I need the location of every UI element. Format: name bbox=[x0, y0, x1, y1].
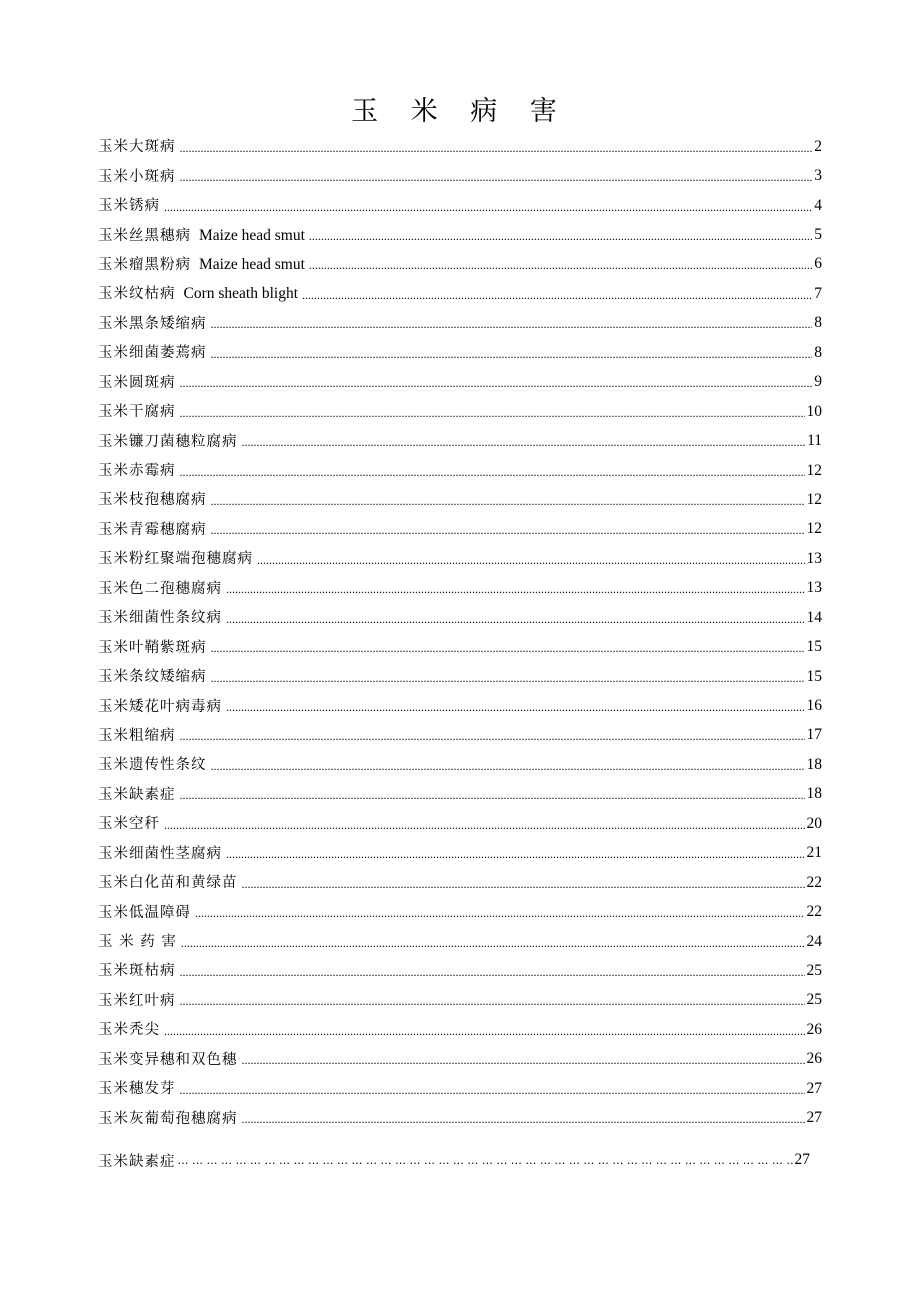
toc-entry[interactable] bbox=[98, 868, 822, 897]
toc-entry-leader bbox=[211, 490, 805, 510]
toc-entry-label bbox=[98, 754, 207, 775]
toc-entry-title: 玉米小斑病 bbox=[98, 168, 176, 185]
toc-entry[interactable] bbox=[98, 1045, 822, 1074]
toc-entry-page: 12 bbox=[806, 461, 822, 479]
toc-entry-leader bbox=[211, 637, 805, 657]
toc-entry-page: 3 bbox=[814, 167, 822, 185]
toc-entry-page: 24 bbox=[806, 932, 822, 950]
toc-entry-label bbox=[98, 548, 253, 569]
toc-entry-leader bbox=[226, 578, 805, 598]
toc-entry-title: 玉米青霉穗腐病 bbox=[98, 521, 207, 538]
toc-entry-title: 玉米叶鞘紫斑病 bbox=[98, 639, 207, 656]
toc-entry[interactable] bbox=[98, 721, 822, 750]
toc-entry-page: 8 bbox=[814, 314, 822, 332]
toc-entry-title: 玉 米 药 害 bbox=[98, 934, 177, 951]
toc-entry-leader bbox=[211, 343, 813, 363]
toc-entry-page: 13 bbox=[806, 579, 822, 597]
toc-entry-leader bbox=[211, 313, 813, 333]
toc-entry-title: 玉米色二孢穗腐病 bbox=[98, 580, 222, 597]
toc-entry-page: 25 bbox=[806, 991, 822, 1009]
toc-entry-label bbox=[98, 283, 298, 304]
toc-entry[interactable] bbox=[98, 161, 822, 190]
toc-entry-leader bbox=[164, 814, 805, 834]
toc-entry-page: 18 bbox=[806, 755, 822, 773]
toc-entry-page: 27 bbox=[806, 1109, 822, 1127]
toc-entry-page: 17 bbox=[806, 726, 822, 744]
toc-entry-page: 26 bbox=[806, 1050, 822, 1068]
toc-entry[interactable] bbox=[98, 662, 822, 691]
toc-extra-entry-label: 玉米缺素症 bbox=[98, 1153, 176, 1170]
toc-entry-leader bbox=[211, 667, 805, 687]
toc-entry-title: 玉米斑枯病 bbox=[98, 963, 176, 980]
toc-entry-leader bbox=[242, 431, 806, 451]
toc-entry-page: 14 bbox=[806, 608, 822, 626]
toc-entry-leader bbox=[180, 461, 805, 481]
toc-entry-title: 玉米瘤黑粉病 bbox=[98, 256, 191, 273]
toc-entry[interactable] bbox=[98, 1103, 822, 1132]
toc-entry[interactable] bbox=[98, 309, 822, 338]
toc-entry-title: 玉米纹枯病 bbox=[98, 286, 176, 303]
toc-entry-page: 15 bbox=[806, 667, 822, 685]
toc-entry-page: 15 bbox=[806, 638, 822, 656]
toc-entry-page: 2 bbox=[814, 137, 822, 155]
toc-entry-title: 玉米枝孢穗腐病 bbox=[98, 492, 207, 509]
toc-entry-leader bbox=[180, 402, 805, 422]
toc-entry-label bbox=[98, 666, 207, 687]
toc-entry-label bbox=[98, 607, 222, 628]
toc-entry-label bbox=[98, 519, 207, 540]
toc-entry-title: 玉米灰葡萄孢穗腐病 bbox=[98, 1110, 238, 1127]
toc-entry[interactable] bbox=[98, 132, 822, 161]
toc-entry-leader bbox=[195, 902, 805, 922]
toc-entry[interactable] bbox=[98, 368, 822, 397]
toc-entry-leader bbox=[180, 990, 805, 1010]
toc-entry-english-title: Maize head smut bbox=[199, 226, 305, 244]
toc-entry[interactable] bbox=[98, 780, 822, 809]
toc-entry-title: 玉米锈病 bbox=[98, 198, 160, 215]
toc-entry-page: 9 bbox=[814, 373, 822, 391]
toc-entry[interactable] bbox=[98, 279, 822, 308]
toc-entry-leader bbox=[211, 519, 805, 539]
toc-entry-leader bbox=[226, 696, 805, 716]
toc-entry-page: 22 bbox=[806, 873, 822, 891]
toc-entry-title: 玉米细菌性茎腐病 bbox=[98, 845, 222, 862]
page-title: 玉 米 病 害 bbox=[351, 96, 569, 127]
toc-entry[interactable] bbox=[98, 574, 822, 603]
toc-entry-leader bbox=[180, 784, 805, 804]
toc-entry-title: 玉米条纹矮缩病 bbox=[98, 669, 207, 686]
toc-entry-title: 玉米细菌萎蔫病 bbox=[98, 345, 207, 362]
toc-entry-title: 玉米细菌性条纹病 bbox=[98, 610, 222, 627]
toc-entry-leader bbox=[226, 843, 805, 863]
toc-entry-page: 8 bbox=[814, 343, 822, 361]
toc-entry-leader bbox=[309, 254, 812, 274]
toc-entry-leader bbox=[226, 608, 805, 628]
toc-entry-label bbox=[98, 313, 207, 334]
toc-entry-title: 玉米镰刀菌穗粒腐病 bbox=[98, 433, 238, 450]
toc-entry-leader bbox=[242, 1049, 805, 1069]
toc-entry-leader bbox=[180, 1079, 805, 1099]
toc-entry-page: 13 bbox=[806, 549, 822, 567]
toc-entry-leader bbox=[180, 961, 805, 981]
toc-entry-english-title: Corn sheath blight bbox=[183, 285, 299, 303]
toc-entry-leader bbox=[180, 166, 813, 186]
toc-entry-page: 26 bbox=[806, 1020, 822, 1038]
toc-entry-title: 玉米赤霉病 bbox=[98, 463, 176, 480]
toc-entry-leader bbox=[309, 225, 812, 245]
toc-entry-leader bbox=[257, 549, 805, 569]
toc-entry-page: 5 bbox=[814, 226, 822, 244]
toc-entry-title: 玉米变异穗和双色穗 bbox=[98, 1051, 238, 1068]
toc-entry-title: 玉米粉红聚端孢穗腐病 bbox=[98, 551, 253, 568]
toc-entry-label bbox=[98, 960, 176, 981]
toc-entry-label bbox=[98, 1108, 238, 1129]
toc-entry-page: 12 bbox=[806, 520, 822, 538]
toc-entry-title: 玉米黑条矮缩病 bbox=[98, 315, 207, 332]
toc-entry-label bbox=[98, 254, 305, 275]
toc-entry-label bbox=[98, 813, 160, 834]
toc-entry[interactable] bbox=[98, 456, 822, 485]
toc-entry-label bbox=[98, 372, 176, 393]
toc-entry[interactable] bbox=[98, 397, 822, 426]
toc-entry-label bbox=[98, 872, 238, 893]
toc-entry-title: 玉米圆斑病 bbox=[98, 374, 176, 391]
toc-entry-title: 玉米粗缩病 bbox=[98, 727, 176, 744]
toc-entry-title: 玉米低温障碍 bbox=[98, 904, 191, 921]
toc-entry[interactable] bbox=[98, 338, 822, 367]
toc-entry-label bbox=[98, 1078, 176, 1099]
toc-entry[interactable] bbox=[98, 603, 822, 632]
toc-entry-title: 玉米白化苗和黄绿苗 bbox=[98, 875, 238, 892]
toc-entry-leader bbox=[180, 725, 805, 745]
toc-entry-leader bbox=[302, 284, 812, 304]
toc-entry[interactable] bbox=[98, 956, 822, 985]
toc-entry-title: 玉米大斑病 bbox=[98, 139, 176, 156]
toc-entry[interactable] bbox=[98, 750, 822, 779]
toc-entry-label bbox=[98, 1019, 160, 1040]
toc-entry-leader bbox=[180, 372, 813, 392]
toc-entry[interactable] bbox=[98, 1074, 822, 1103]
toc-entry-title: 玉米空秆 bbox=[98, 816, 160, 833]
toc-entry[interactable] bbox=[98, 927, 822, 956]
toc-entry-label bbox=[98, 401, 176, 422]
toc-entry-page: 22 bbox=[806, 903, 822, 921]
toc-entry-label bbox=[98, 431, 238, 452]
toc-entry-page: 7 bbox=[814, 284, 822, 302]
toc-entry[interactable] bbox=[98, 1015, 822, 1044]
toc-entry[interactable] bbox=[98, 986, 822, 1015]
toc-entry[interactable] bbox=[98, 897, 822, 926]
toc-entry-page: 18 bbox=[806, 785, 822, 803]
toc-entry-label bbox=[98, 931, 177, 952]
toc-entry[interactable] bbox=[98, 426, 822, 455]
toc-entry-title: 玉米穗发芽 bbox=[98, 1081, 176, 1098]
toc-entry-title: 玉米干腐病 bbox=[98, 404, 176, 421]
toc-entry-label bbox=[98, 784, 176, 805]
toc-entry-page: 11 bbox=[807, 432, 822, 450]
toc-entry-label bbox=[98, 460, 176, 481]
toc-entry[interactable] bbox=[98, 839, 822, 868]
toc-entry-label bbox=[98, 136, 176, 157]
toc-entry-label bbox=[98, 637, 207, 658]
toc-entry-english-title: Maize head smut bbox=[199, 255, 305, 273]
toc-entry-label bbox=[98, 990, 176, 1011]
toc-entry-label bbox=[98, 843, 222, 864]
toc-entry-title: 玉米遗传性条纹 bbox=[98, 757, 207, 774]
toc-entry-label bbox=[98, 578, 222, 599]
toc-entry-label bbox=[98, 195, 160, 216]
toc-entry-leader bbox=[164, 1020, 805, 1040]
toc-entry[interactable] bbox=[98, 191, 822, 220]
toc-entry-title: 玉米缺素症 bbox=[98, 786, 176, 803]
toc-extra-entry-page: 27 bbox=[794, 1151, 810, 1168]
toc-entry-page: 16 bbox=[806, 697, 822, 715]
toc-entry-label bbox=[98, 902, 191, 923]
toc-entry-page: 25 bbox=[806, 961, 822, 979]
toc-entry-leader bbox=[180, 137, 813, 157]
toc-entry-page: 20 bbox=[806, 814, 822, 832]
table-of-contents bbox=[98, 132, 822, 1133]
toc-entry[interactable] bbox=[98, 691, 822, 720]
toc-entry-title: 玉米矮花叶病毒病 bbox=[98, 698, 222, 715]
toc-entry-label bbox=[98, 166, 176, 187]
toc-entry[interactable] bbox=[98, 485, 822, 514]
toc-entry-label bbox=[98, 225, 305, 246]
toc-entry-title: 玉米红叶病 bbox=[98, 992, 176, 1009]
toc-entry-page: 12 bbox=[806, 490, 822, 508]
toc-entry-leader bbox=[242, 1108, 805, 1128]
toc-entry-label bbox=[98, 1049, 238, 1070]
toc-extra-entry[interactable] bbox=[98, 1146, 810, 1174]
toc-entry[interactable] bbox=[98, 250, 822, 279]
toc-entry-label bbox=[98, 696, 222, 717]
toc-entry-page: 21 bbox=[806, 844, 822, 862]
toc-entry-title: 玉米秃尖 bbox=[98, 1022, 160, 1039]
toc-entry[interactable] bbox=[98, 809, 822, 838]
toc-entry-label bbox=[98, 489, 207, 510]
toc-entry-leader bbox=[211, 755, 805, 775]
toc-entry[interactable] bbox=[98, 220, 822, 249]
toc-entry-leader bbox=[242, 873, 805, 893]
toc-entry-title: 玉米丝黑穗病 bbox=[98, 227, 191, 244]
toc-entry[interactable] bbox=[98, 544, 822, 573]
toc-entry-leader bbox=[164, 196, 812, 216]
toc-entry[interactable] bbox=[98, 632, 822, 661]
toc-entry-page: 27 bbox=[806, 1079, 822, 1097]
toc-entry-label bbox=[98, 725, 176, 746]
toc-entry-page: 10 bbox=[806, 402, 822, 420]
toc-entry-leader bbox=[181, 932, 805, 952]
toc-entry[interactable] bbox=[98, 515, 822, 544]
toc-entry-label bbox=[98, 342, 207, 363]
toc-extra-entry-leader bbox=[178, 1150, 793, 1170]
toc-entry-page: 4 bbox=[814, 196, 822, 214]
toc-entry-page: 6 bbox=[814, 255, 822, 273]
